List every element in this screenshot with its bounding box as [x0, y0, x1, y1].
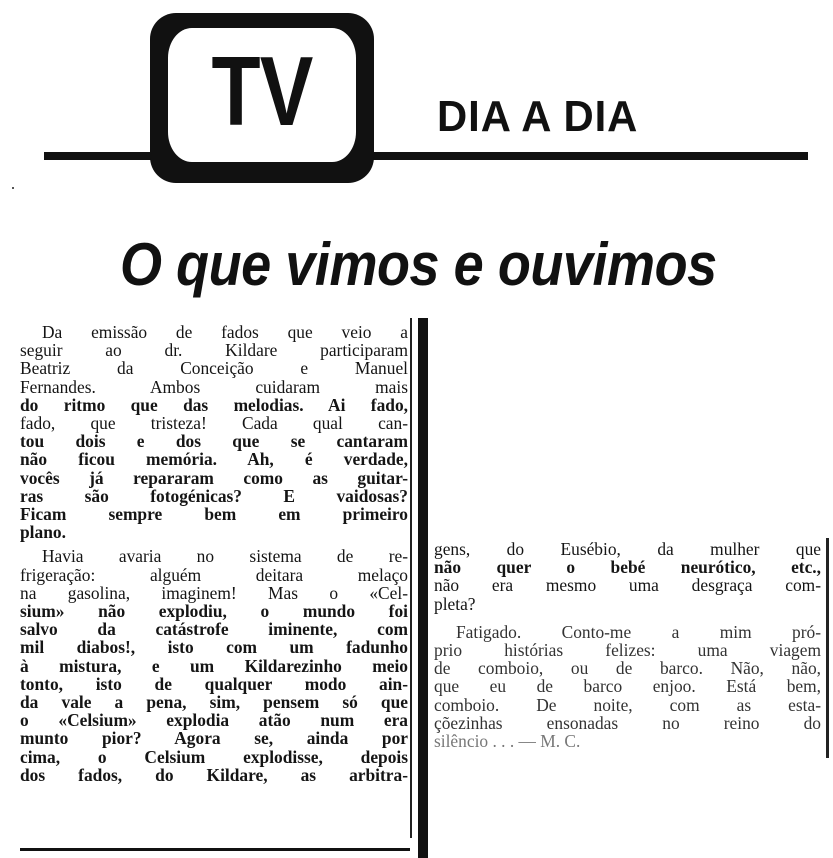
text-line: tou dois e dos que se cantaram	[20, 431, 408, 452]
text-line: o «Celsium» explodia atão num era	[20, 710, 408, 731]
column-divider	[418, 318, 428, 858]
text-line: comboio. De noite, com as esta-	[434, 694, 821, 715]
right-edge-rule	[826, 538, 829, 758]
text-line: não era mesmo uma desgraça com-	[434, 575, 821, 596]
section-title: DIA A DIA	[437, 92, 639, 141]
text-line: fado, que tristeza! Cada qual can-	[20, 413, 408, 434]
text-line: plano.	[20, 522, 66, 543]
text-line: Fatigado. Conto-me a mim pró-	[456, 621, 821, 642]
text-line: gens, do Eusébio, da mulher que	[434, 539, 821, 559]
text-line: salvo da catástrofe iminente, com	[20, 619, 408, 640]
text-line: vocês já repararam como as guitar-	[20, 467, 408, 488]
text-line: mil diabos!, isto com um fadunho	[20, 637, 408, 658]
speck	[12, 187, 14, 189]
text-line: da vale a pena, sim, pensem só que	[20, 692, 408, 713]
text-line: prio histórias felizes: uma viagem	[434, 640, 821, 661]
column-rule-thin	[410, 318, 412, 838]
article-headline: O que vimos e ouvimos	[120, 231, 717, 298]
text-line: sium» não explodiu, o mundo foi	[20, 601, 408, 622]
text-line: não ficou memória. Ah, é verdade,	[20, 449, 408, 470]
text-line: pleta?	[434, 593, 476, 614]
text-line: do ritmo que das melodias. Ai fado,	[20, 394, 408, 415]
text-line: na gasolina, imaginem! Mas o «Cel-	[20, 582, 408, 603]
text-line: Ficam sempre bem em primeiro	[20, 504, 408, 525]
text-line: Da emissão de fados que veio a	[42, 322, 408, 342]
paragraph-2	[20, 547, 408, 784]
text-line: çõezinhas ensonadas no reino do	[434, 712, 821, 733]
text-line: de comboio, ou de barco. Não, não,	[434, 658, 821, 679]
paragraph-4	[434, 623, 821, 750]
text-line: Beatriz da Conceição e Manuel	[20, 358, 408, 379]
text-line: silêncio . . . — M. C.	[434, 731, 581, 752]
text-line: Havia avaria no sistema de re-	[42, 546, 408, 567]
bottom-rule	[20, 848, 410, 851]
paragraph-1	[20, 323, 408, 541]
text-line: frigeração: alguém deitara melaço	[20, 564, 408, 585]
text-line: munto pior? Agora se, ainda por	[20, 728, 408, 749]
text-line: seguir ao dr. Kildare participaram	[20, 340, 408, 361]
article-column-left	[20, 323, 408, 784]
article-column-right	[434, 540, 821, 750]
text-line: Fernandes. Ambos cuidaram mais	[20, 376, 408, 397]
text-line: cima, o Celsium explodisse, depois	[20, 746, 408, 767]
text-line: não quer o bebé neurótico, etc.,	[434, 557, 821, 578]
text-line: ras são fotogénicas? E vaidosas?	[20, 485, 408, 506]
text-line: dos fados, do Kildare, as arbitra-	[20, 764, 408, 785]
paragraph-3	[434, 540, 821, 613]
text-line: tonto, isto de qualquer modo ain-	[20, 673, 408, 694]
text-line: à mistura, e um Kildarezinho meio	[20, 655, 408, 676]
tv-logo-text: TV	[211, 36, 313, 146]
text-line: que eu de barco enjoo. Está bem,	[434, 676, 821, 697]
